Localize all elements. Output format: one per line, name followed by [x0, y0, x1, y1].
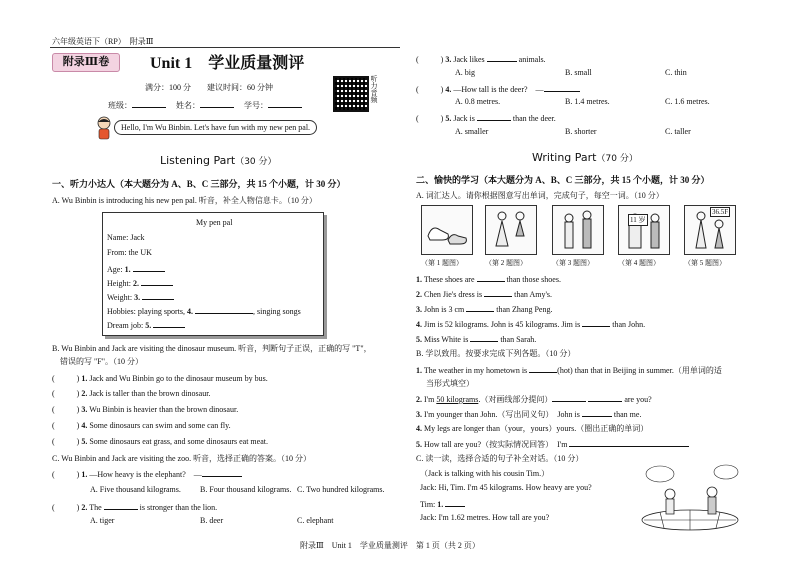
list-item: ( ) 1. Jack and Wu Binbin go to the dinosaur museum by bus.	[52, 374, 268, 383]
answer-blank[interactable]	[582, 408, 612, 417]
c-question-4: ( ) 4. —How tall is the deer? —	[416, 83, 580, 95]
a-item-4: 4. Jim is 52 kilograms. John is 45 kilograms. Jim is than John.	[416, 320, 646, 329]
header-rule	[50, 47, 400, 48]
answer-blank[interactable]	[470, 333, 498, 342]
pic-label-1: （第 1 题图）	[421, 259, 463, 267]
b-item-2: 2. I'm 50 kilograms.（对画线部分提问） are you?	[416, 395, 652, 404]
a-item-2: 2. Chen Jie's dress is than Amy's.	[416, 290, 552, 299]
c5-option-c[interactable]: C. taller	[665, 127, 691, 136]
writing-title: Writing Part（70 分）	[532, 151, 638, 164]
qr-code[interactable]	[333, 76, 369, 112]
c5-option-b[interactable]: B. shorter	[565, 127, 597, 136]
shoes-icon	[422, 206, 472, 254]
answer-blank[interactable]	[195, 305, 253, 314]
card-age: Age: 1.	[107, 263, 165, 274]
card-weight: Weight: 3.	[107, 291, 174, 302]
part-b-intro-1: B. Wu Binbin and Jack are visiting the dinosaur museum. 听音，判断句子正误，正确的写 "T"，	[52, 344, 372, 353]
c1-option-c[interactable]: C. Two hundred kilograms.	[297, 485, 385, 494]
pic5-sign: 36.5F	[712, 208, 729, 216]
boy-avatar-icon	[94, 116, 114, 140]
c-context: （Jack is talking with his cousin Tim.）	[420, 469, 550, 478]
pic-label-5: （第 5 题图）	[684, 259, 726, 267]
b-item-1: 1. The weather in my hometown is (hot) than that in Beijing in summer.（用单词的适	[416, 366, 722, 375]
header-book: 六年级英语下（RP） 附录Ⅲ	[52, 37, 154, 46]
appendix-badge: 附录Ⅲ卷	[52, 53, 120, 72]
c1-option-a[interactable]: A. Five thousand kilograms.	[90, 485, 181, 494]
section1-heading: 一、听力小达人（本大题分为 A、B、C 三部分，共 15 个小题，计 30 分）	[52, 179, 346, 189]
listening-title: Listening Part（30 分）	[160, 154, 277, 167]
answer-blank[interactable]	[141, 277, 173, 286]
two-boys-height-icon	[553, 206, 603, 254]
picture-4	[618, 205, 670, 255]
list-item: ( ) 4. Some dinosaurs can swim and some can fly.	[52, 421, 231, 430]
answer-blank[interactable]	[445, 498, 465, 507]
page-footer: 附录Ⅲ Unit 1 学业质量测评 第 1 页（共 2 页）	[300, 541, 480, 550]
boys-talking-globe-icon	[630, 462, 750, 532]
dialog-line-2: Tim: 1.	[420, 498, 465, 509]
part-a-intro: A. Wu Binbin is introducing his new pen pal. 听音，补全人物信息卡。（10 分）	[52, 196, 317, 205]
answer-blank[interactable]	[588, 393, 622, 402]
c4-option-b[interactable]: B. 1.4 metres.	[565, 97, 610, 106]
picture-1	[421, 205, 473, 255]
card-dream: Dream job: 5.	[107, 319, 185, 330]
list-item: ( ) 5. Some dinosaurs eat grass, and some dinosaurs eat meat.	[52, 437, 268, 446]
pic-label-3: （第 3 题图）	[552, 259, 594, 267]
answer-blank[interactable]	[552, 393, 586, 402]
answer-blank[interactable]	[529, 364, 557, 373]
answer-blank[interactable]	[142, 291, 174, 300]
c-question-2: ( ) 2. The is stronger than the lion.	[52, 503, 218, 512]
list-item: ( ) 3. Wu Binbin is heavier than the brown dinosaur.	[52, 405, 239, 414]
c1-option-b[interactable]: B. Four thousand kilograms.	[200, 485, 292, 494]
option-yours[interactable]: yours	[530, 424, 549, 433]
picture-3	[552, 205, 604, 255]
b-item-4: 4. My legs are longer than（your，yours）yours.（圈出正确的单词）	[416, 424, 649, 433]
a-item-1: 1. These shoes are than those shoes.	[416, 275, 561, 284]
c2-option-b[interactable]: B. deer	[200, 516, 224, 525]
answer-blank[interactable]	[466, 303, 494, 312]
answer-blank[interactable]	[569, 438, 689, 447]
writing-part-a-intro: A. 词汇达人。请你根据图意写出单词，完成句子，每空一词。（10 分）	[416, 191, 664, 200]
c4-option-a[interactable]: A. 0.8 metres.	[455, 97, 501, 106]
a-item-5: 5. Miss White is than Sarah.	[416, 335, 537, 344]
dialog-line-3: Jack: I'm 1.62 metres. How tall are you?	[420, 513, 550, 522]
answer-blank[interactable]	[582, 318, 610, 327]
unit-title: Unit 1 学业质量测评	[150, 55, 305, 72]
two-girls-dresses-icon	[486, 206, 536, 254]
meta-score-time: 满分：100 分 建议时间：60 分钟	[145, 83, 273, 92]
writing-part-b-intro: B. 学以致用。按要求完成下列各题。（10 分）	[416, 349, 576, 358]
part-b-intro-2: 错误的写 "F"。（10 分）	[60, 357, 143, 366]
c3-option-b[interactable]: B. small	[565, 68, 592, 77]
b-item-1-cont: 当形式填空）	[426, 379, 474, 388]
section2-heading: 二、愉快的学习（本大题分为 A、B、C 三部分，共 15 个小题，计 30 分）	[416, 175, 710, 185]
c2-option-c[interactable]: C. elephant	[297, 516, 334, 525]
b-item-3: 3. I'm younger than John.（写出同义句） John is than me.	[416, 410, 642, 419]
card-from: From: the UK	[107, 248, 152, 257]
card-hobbies: Hobbies: playing sports, 4. , singing songs	[107, 307, 301, 316]
qr-label: 听力音频	[370, 75, 378, 103]
c-question-5: ( ) 5. Jack is than the deer.	[416, 114, 556, 123]
option-your[interactable]: your	[507, 424, 523, 433]
dialog-line-1: Jack: Hi, Tim. I'm 45 kilograms. How heavy are you?	[420, 483, 592, 492]
c5-option-a[interactable]: A. smaller	[455, 127, 489, 136]
part-c-intro: C. Wu Binbin and Jack are visiting the zoo. 听音，选择正确的答案。（10 分）	[52, 454, 312, 463]
speech-bubble: Hello, I'm Wu Binbin. Let's have fun with my new pen pal.	[114, 120, 317, 135]
pen-pal-card	[102, 212, 324, 336]
c2-option-a[interactable]: A. tiger	[90, 516, 115, 525]
c4-option-c[interactable]: C. 1.6 metres.	[665, 97, 710, 106]
pic4-sign: 11 岁	[630, 216, 646, 224]
c3-option-a[interactable]: A. big	[455, 68, 475, 77]
card-height: Height: 2.	[107, 277, 173, 288]
answer-blank[interactable]	[153, 319, 185, 328]
a-item-3: 3. John is 3 cm than Zhang Peng.	[416, 305, 553, 314]
c-question-3: ( ) 3. Jack likes animals.	[416, 55, 546, 64]
b-item-5: 5. How tall are you?（按实际情况回答） I'm	[416, 438, 689, 450]
meta-fields: 班级： 姓名： 学号：	[108, 99, 302, 111]
c-question-1: ( ) 1. —How heavy is the elephant? —	[52, 468, 242, 480]
answer-blank[interactable]	[133, 263, 165, 272]
answer-blank[interactable]	[484, 288, 512, 297]
pic-label-2: （第 2 题图）	[485, 259, 527, 267]
c3-option-c[interactable]: C. thin	[665, 68, 687, 77]
writing-part-c-intro: C. 读一读，选择合适的句子补全对话。（10 分）	[416, 454, 584, 463]
picture-2	[485, 205, 537, 255]
list-item: ( ) 2. Jack is taller than the brown dinosaur.	[52, 389, 211, 398]
pic-label-4: （第 4 题图）	[618, 259, 660, 267]
card-title: My pen pal	[196, 218, 233, 227]
answer-blank[interactable]	[477, 273, 505, 282]
card-name: Name: Jack	[107, 233, 145, 242]
